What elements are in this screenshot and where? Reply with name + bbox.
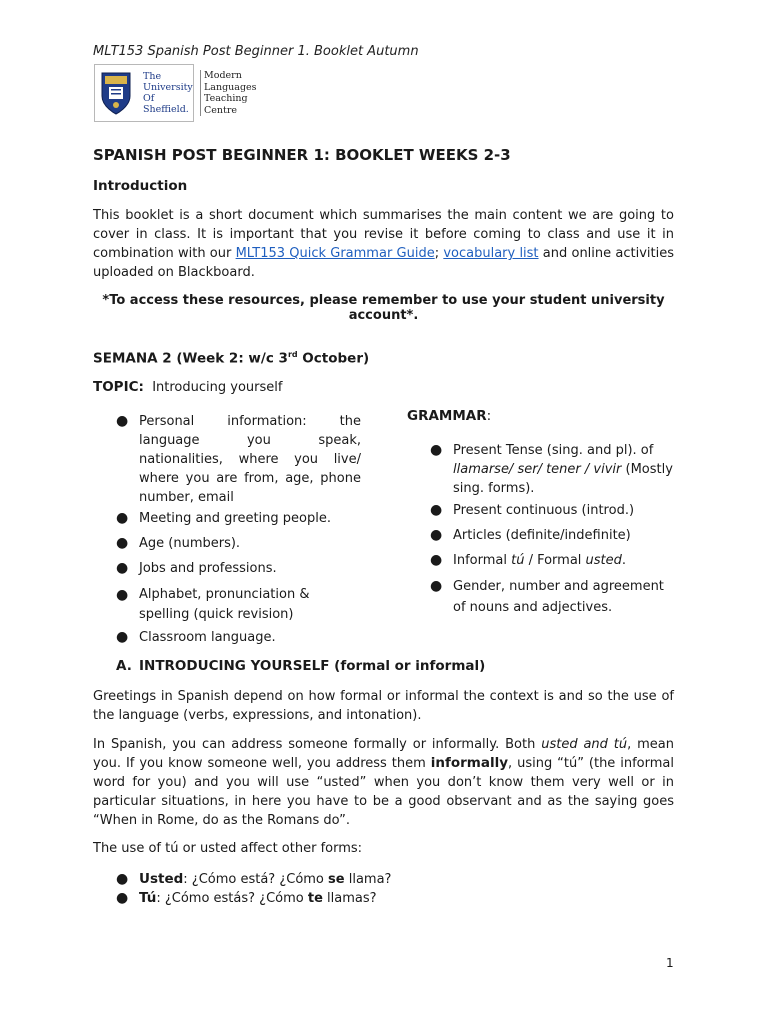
bullet-icon: ● [116,413,129,429]
centre-name: Modern Languages Teaching Centre [200,70,257,116]
bullet-icon: ● [430,578,443,594]
topic-list [116,412,361,647]
bullet-icon: ● [116,510,129,526]
bullet-icon: ● [430,527,443,543]
week-heading: SEMANA 2 (Week 2: w/c 3rd October) [93,350,370,367]
list-item: ● Age (numbers). [116,535,241,551]
list-item: ● Personal information: the language you speak, nationalities, where you live/ where you are from, age, phone number, email [116,413,361,505]
bullet-icon: ● [116,629,129,645]
bullet-icon: ● [430,552,443,568]
list-item: ● Gender, number and agreement of nouns and adjectives. [430,578,664,615]
logo-frame [94,64,194,122]
forms-list [116,870,516,908]
list-item: ● Classroom language. [116,629,276,645]
quick-grammar-guide-link[interactable]: MLT153 Quick Grammar Guide [235,246,435,261]
introduction-heading: Introduction [93,178,188,194]
list-item: ● Alphabet, pronunciation & spelling (quick revision) [116,587,310,622]
list-item: ● Present Tense (sing. and pl). of llamarse/ ser/ tener / vivir (Mostly sing. forms). [430,442,673,496]
topic-label: TOPIC: [93,379,144,395]
topic-value: Introducing yourself [152,380,283,395]
running-header: MLT153 Spanish Post Beginner 1. Booklet Autumn [93,44,419,59]
university-crest-icon [100,70,132,116]
bullet-icon: ● [116,560,129,576]
vocabulary-list-link[interactable]: vocabulary list [443,246,539,261]
list-item: ● Jobs and professions. [116,560,277,576]
page-number: 1 [666,956,674,970]
introduction-paragraph: This booklet is a short document which summarises the main content we are going to cover in class. It is important that you revise it before coming to class and use it in combination with our MLT153 Quick Grammar Guide; vocabulary list and online activities uploaded on Blackboard. [93,208,674,280]
bullet-icon: ● [430,502,443,518]
list-item: ● Present continuous (introd.) [430,502,635,518]
account-note: *To access these resources, please remember to use your student university account*. [102,293,665,323]
university-logo [94,64,257,122]
greetings-paragraph: Greetings in Spanish depend on how formal or informal the context is and so the use of the language (verbs, expressions, and intonation). [93,689,674,723]
forms-intro: The use of tú or usted affect other forms: [93,841,363,856]
document-title: SPANISH POST BEGINNER 1: BOOKLET WEEKS 2-3 [93,146,511,164]
university-name: The University Of Sheffield. [143,71,193,115]
bullet-icon: ● [116,535,129,551]
bullet-icon: ● [116,587,129,603]
section-a-heading: A. INTRODUCING YOURSELF (formal or informal) [116,658,486,674]
grammar-list [430,441,674,618]
grammar-heading: GRAMMAR: [407,408,492,424]
list-item: ● Usted: ¿Cómo está? ¿Cómo se llama? [116,871,392,887]
list-item: ● Tú: ¿Cómo estás? ¿Cómo te llamas? [116,890,377,906]
list-item: ● Informal tú / Formal usted. [430,552,627,568]
bullet-icon: ● [116,890,129,906]
list-item: ● Meeting and greeting people. [116,510,331,526]
formality-paragraph: In Spanish, you can address someone formally or informally. Both usted and tú, mean you. If you know someone well, you address them informally, using “tú” (the informal word for you) and you will use “usted” when you don’t know them very well or in particular situations, in here you have to be a good observant and as the saying goes “When in Rome, do as the Romans do”. [93,737,674,828]
list-item: ● Articles (definite/indefinite) [430,527,631,543]
topic-line [93,379,282,395]
bullet-icon: ● [430,442,443,458]
bullet-icon: ● [116,871,129,887]
